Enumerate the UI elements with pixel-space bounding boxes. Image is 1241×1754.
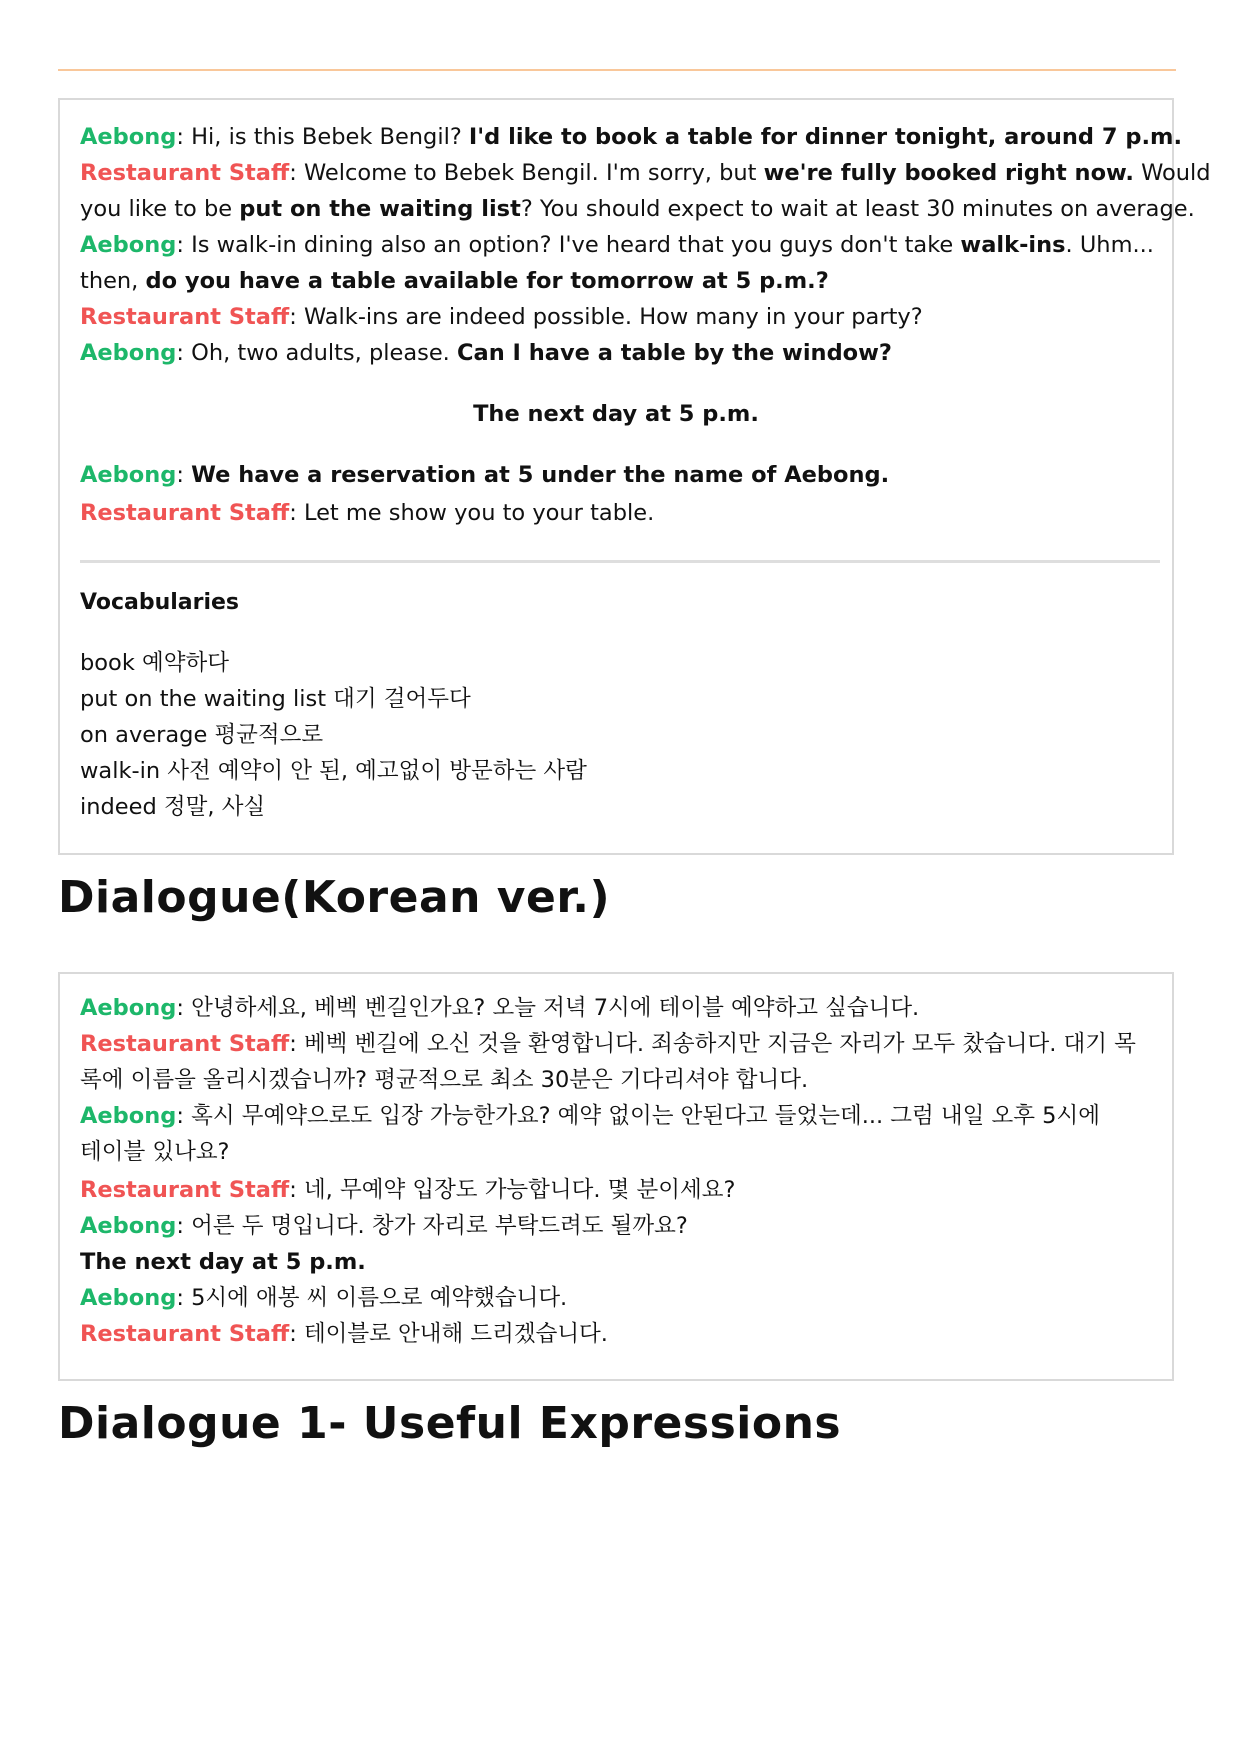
speaker-name: Restaurant Staff — [80, 1177, 290, 1203]
heading-korean-version: Dialogue(Korean ver.) — [58, 872, 611, 923]
speaker-name: Restaurant Staff — [80, 160, 290, 186]
speaker-name: Aebong — [80, 1213, 177, 1239]
speaker-name: Restaurant Staff — [80, 1321, 290, 1347]
dialogue-line: Restaurant Staff: Welcome to Bebek Bengil. I'm sorry, but we're fully booked right now. Would — [80, 160, 1211, 186]
dialogue-line: Aebong: 어른 두 명입니다. 창가 자리로 부탁드려도 될까요? — [80, 1213, 688, 1239]
dialogue-line: Aebong: We have a reservation at 5 under the name of Aebong. — [80, 462, 890, 488]
dialogue-line: Aebong: Oh, two adults, please. Can I have a table by the window? — [80, 340, 892, 366]
dialogue-line: Restaurant Staff: 테이블로 안내해 드리겠습니다. — [80, 1321, 608, 1347]
speaker-name: Aebong — [80, 232, 177, 258]
scene-note: The next day at 5 p.m. — [80, 1249, 366, 1275]
scene-note: The next day at 5 p.m. — [473, 401, 759, 427]
speaker-name: Restaurant Staff — [80, 304, 290, 330]
dialogue-line: Aebong: Hi, is this Bebek Bengil? I'd like to book a table for dinner tonight, around 7 p.m. — [80, 124, 1183, 150]
dialogue-line: Restaurant Staff: Let me show you to your table. — [80, 500, 655, 526]
vocab-divider — [80, 560, 1160, 563]
dialogue-english-box — [58, 98, 1211, 855]
speaker-name: Aebong — [80, 462, 177, 488]
speaker-name: Aebong — [80, 124, 177, 150]
speaker-name: Restaurant Staff — [80, 500, 290, 526]
dialogue-line: Aebong: 혹시 무예약으로도 입장 가능한가요? 예약 없이는 안된다고 들었는데... 그럼 내일 오후 5시에 — [80, 1103, 1100, 1129]
dialogue-line: Aebong: 안녕하세요, 베벡 벤길인가요? 오늘 저녁 7시에 테이블 예약하고 싶습니다. — [80, 995, 920, 1021]
dialogue-line: 록에 이름을 올리시겠습니까? 평균적으로 최소 30분은 기다리셔야 합니다. — [80, 1067, 809, 1093]
dialogue-line: 테이블 있나요? — [80, 1139, 230, 1165]
dialogue-line: Restaurant Staff: Walk-ins are indeed possible. How many in your party? — [80, 304, 923, 330]
speaker-name: Aebong — [80, 995, 177, 1021]
vocab-item: indeed 정말, 사실 — [80, 794, 266, 820]
speaker-name: Aebong — [80, 1103, 177, 1129]
dialogue-korean-box — [58, 972, 1174, 1381]
dialogue-line: Aebong: 5시에 애봉 씨 이름으로 예약했습니다. — [80, 1285, 568, 1311]
heading-useful-expressions: Dialogue 1- Useful Expressions — [58, 1398, 842, 1449]
dialogue-line: then, do you have a table available for tomorrow at 5 p.m.? — [80, 268, 829, 294]
dialogue-line: Aebong: Is walk-in dining also an option? I've heard that you guys don't take walk-ins. Uhm... — [80, 232, 1154, 258]
vocab-item: book 예약하다 — [80, 650, 229, 676]
vocab-title: Vocabularies — [80, 590, 240, 615]
dialogue-line: Restaurant Staff: 네, 무예약 입장도 가능합니다. 몇 분이세요? — [80, 1177, 736, 1203]
speaker-name: Restaurant Staff — [80, 1031, 290, 1057]
vocab-item: put on the waiting list 대기 걸어두다 — [80, 686, 471, 712]
speaker-name: Aebong — [80, 1285, 177, 1311]
vocab-item: on average 평균적으로 — [80, 722, 324, 748]
dialogue-line: you like to be put on the waiting list? You should expect to wait at least 30 minutes on average. — [80, 196, 1195, 222]
speaker-name: Aebong — [80, 340, 177, 366]
vocab-item: walk-in 사전 예약이 안 된, 예고없이 방문하는 사람 — [80, 758, 587, 784]
dialogue-line: Restaurant Staff: 베벡 벤길에 오신 것을 환영합니다. 죄송하지만 지금은 자리가 모두 찼습니다. 대기 목 — [80, 1031, 1136, 1057]
top-divider — [58, 69, 1176, 71]
